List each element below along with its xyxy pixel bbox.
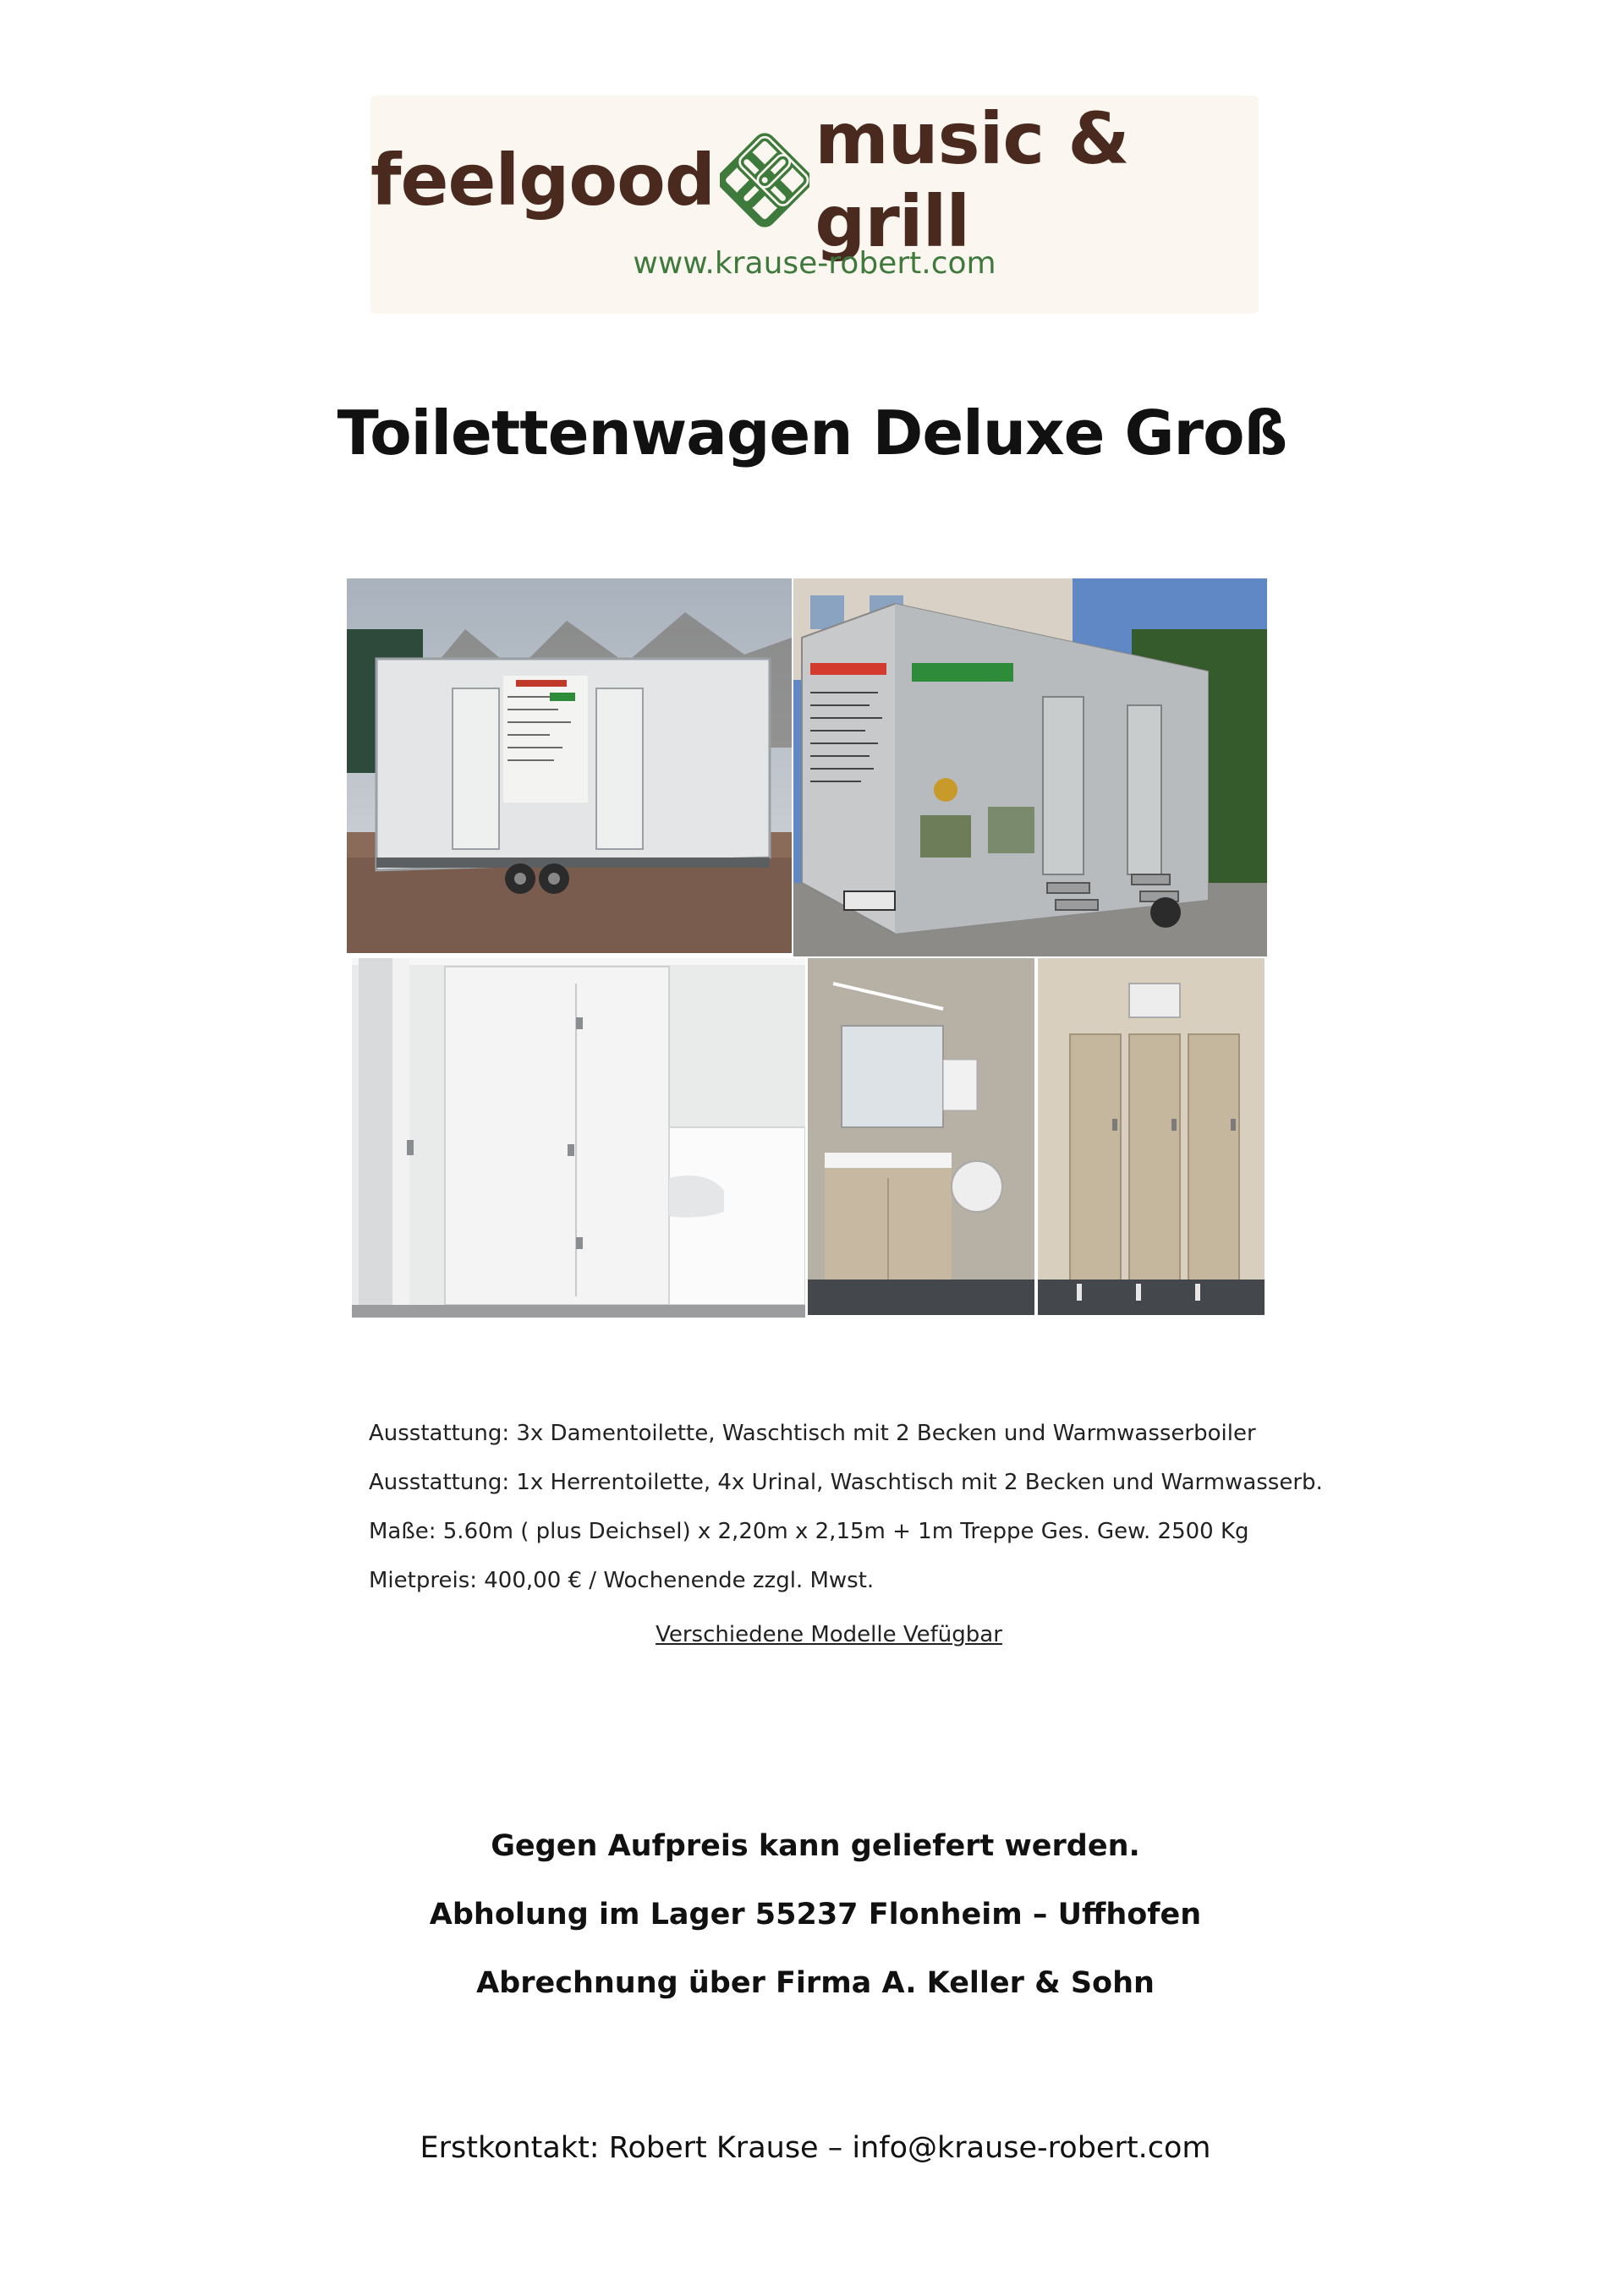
logo-url[interactable]: www.krause-robert.com — [633, 246, 996, 281]
celtic-knot-icon — [720, 130, 809, 230]
trailer-exterior-side-photo — [347, 578, 792, 953]
spec-list — [369, 1421, 1323, 1617]
billing-note: Abrechnung über Firma A. Keller & Sohn — [476, 1966, 1155, 2000]
spec-line-gents: Ausstattung: 1x Herrentoilette, 4x Urinal, Waschtisch mit 2 Becken und Warmwasserb. — [369, 1470, 1323, 1495]
washroom-interior-photo — [808, 958, 1265, 1315]
trailer-exterior-rear-photo — [793, 578, 1267, 956]
logo-word-feelgood: feelgood — [370, 139, 715, 222]
logo-word-music-grill: music & grill — [815, 97, 1129, 263]
spec-line-price: Mietpreis: 400,00 € / Wochenende zzgl. Mwst. — [369, 1568, 875, 1593]
pickup-location: Abholung im Lager 55237 Flonheim – Uffhofen — [429, 1898, 1202, 1932]
models-link[interactable]: Verschiedene Modelle Vefügbar — [656, 1622, 1002, 1647]
spec-line-dimensions: Maße: 5.60m ( plus Deichsel) x 2,20m x 2,15m + 1m Treppe Ges. Gew. 2500 Kg — [369, 1519, 1249, 1544]
page-title: Toilettenwagen Deluxe Groß — [337, 397, 1287, 469]
spec-line-ladies: Ausstattung: 3x Damentoilette, Waschtisch mit 2 Becken und Warmwasserboiler — [369, 1421, 1256, 1446]
logo-banner — [370, 96, 1259, 314]
cabin-interior-door-photo — [352, 958, 805, 1318]
delivery-note: Gegen Aufpreis kann geliefert werden. — [491, 1829, 1140, 1863]
logo-wordmark — [370, 97, 1259, 263]
contact-line[interactable]: Erstkontakt: Robert Krause – info@krause-robert.com — [420, 2131, 1211, 2165]
